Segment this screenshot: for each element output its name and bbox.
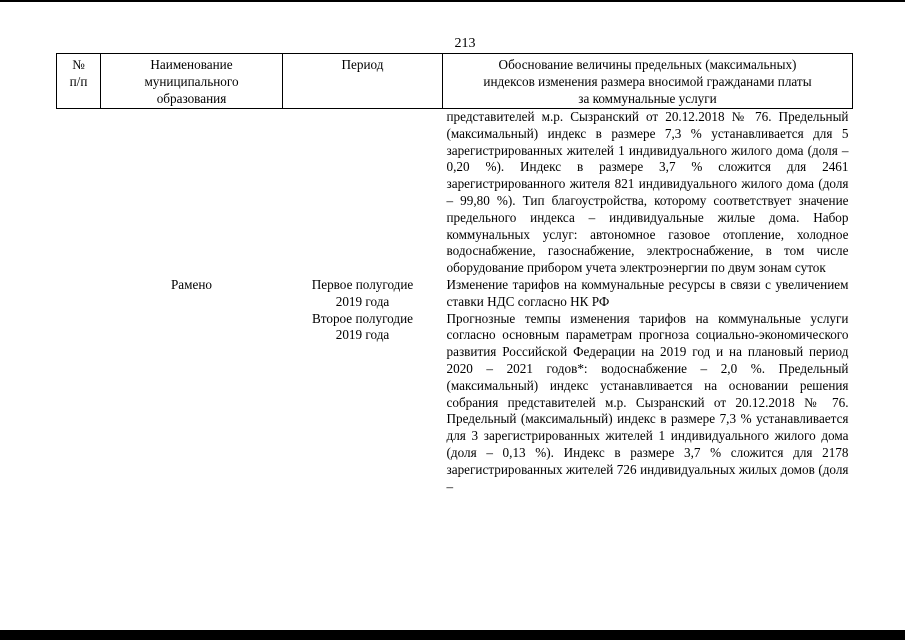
cell-period bbox=[283, 109, 443, 277]
header-justification-line: Обоснование величины предельных (максимальных) bbox=[498, 57, 797, 72]
header-municipality-line: муниципального bbox=[144, 74, 239, 89]
header-period: Период bbox=[283, 54, 443, 109]
page-number: 213 bbox=[454, 36, 476, 51]
header-number-line: № bbox=[72, 57, 85, 72]
header-municipality bbox=[101, 54, 283, 109]
cell-justification bbox=[443, 277, 853, 495]
tariff-index-table bbox=[56, 53, 853, 495]
header-justification-line: за коммунальные услуги bbox=[578, 91, 717, 106]
table-header-row bbox=[57, 54, 853, 109]
table-row bbox=[57, 277, 853, 495]
header-number-line: п/п bbox=[69, 74, 88, 89]
justification-vat-text: Изменение тарифов на коммунальные ресурсы в связи с увеличением ставки НДС согласно НК РФ bbox=[446, 276, 849, 309]
continuation-text: представителей м.р. Сызранский от 20.12.2018 № 76. Предельный (максимальный) индекс в размере 7,3 % устанавливается для 5 зарегистрированных жителей 1 индивидуального жилого дома (доля – 0,20 %). Индекс в размере 3,7 % сложится для 2461 зарегистрированного жителя 821 индивидуального жилого дома (доля – 99,80 %). Тип благоустройства, которому соответствует значение предельного индекса – индивидуальные жилые дома. Набор коммунальных услуг: автономное газовое отопление, холодное водоснабжение, газоснабжение, электроснабжение, в том числе оборудование прибором учета электроэнергии по двум зонам суток bbox=[446, 109, 849, 276]
header-justification-line: индексов изменения размера вносимой гражданами платы bbox=[483, 74, 812, 89]
justification-forecast-text: Прогнозные темпы изменения тарифов на коммунальные услуги согласно основным параметрам прогноза социально-экономического развития Российской Федерации на 2019 год и на плановый период 2020 – 2021 годов*: водоснабжение – 2,0 %. Предельный (максимальный) индекс устанавливается на основании решения собрания представителей м.р. Сызранский от 20.12.2018 № 76. Предельный (максимальный) индекс в размере 7,3 % устанавливается для 3 зарегистрированных жителей 1 индивидуального жилого дома (доля – 0,13 %). Индекс в размере 3,7 % сложится для 2178 зарегистрированных жителей 726 индивидуальных жилых домов (доля – bbox=[446, 310, 849, 494]
municipality-name: Рамено bbox=[170, 276, 213, 292]
header-justification bbox=[443, 54, 853, 109]
cell-number bbox=[57, 277, 101, 495]
cell-number bbox=[57, 109, 101, 277]
header-municipality-line: образования bbox=[156, 91, 227, 106]
table-row-continuation bbox=[57, 109, 853, 277]
bottom-rule bbox=[0, 630, 905, 640]
header-municipality-line: Наименование bbox=[150, 57, 233, 72]
period-first-half: Первое полугодие bbox=[311, 276, 414, 292]
cell-period bbox=[283, 277, 443, 495]
top-rule bbox=[0, 0, 905, 2]
period-second-half-year: 2019 года bbox=[335, 327, 390, 343]
period-first-half-year: 2019 года bbox=[335, 293, 390, 309]
cell-municipality bbox=[101, 109, 283, 277]
header-number bbox=[57, 54, 101, 109]
period-second-half: Второе полугодие bbox=[311, 310, 414, 326]
